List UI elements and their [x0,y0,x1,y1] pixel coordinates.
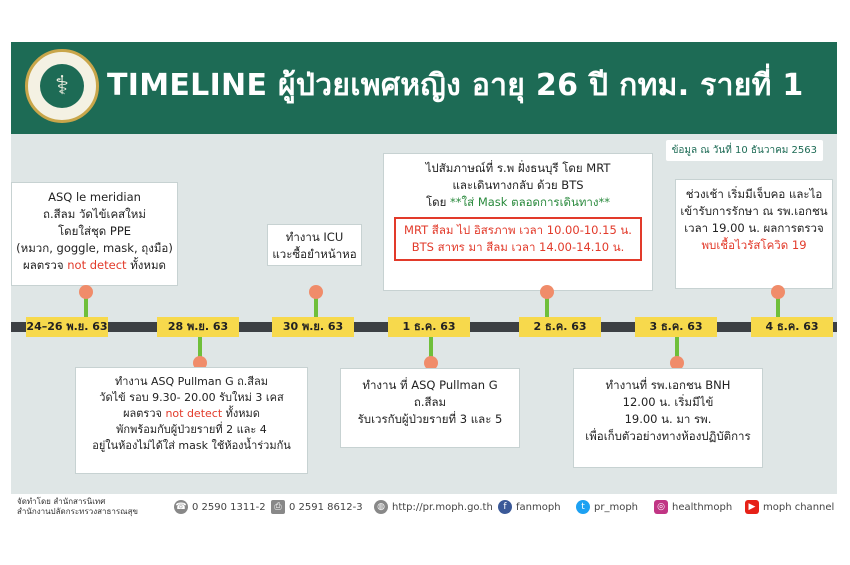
twitter-icon: t [576,500,590,514]
card-line: เข้ารับการรักษา ณ รพ.เอกชน [680,204,828,218]
phone-number: 0 2590 1311-2 [192,501,266,513]
card-line: อยู่ในห้องไม่ได้ใส่ mask ใช้ห้องน้ำร่วมกัน [92,439,291,452]
card-line: ทำงานที่ รพ.เอกชน BNH [605,378,731,392]
card-line: ไปสัมภาษณ์ที่ ร.พ ฝั่งธนบุรี โดย MRT [425,161,611,175]
card-line: 12.00 น. เริ่มมีไข้ [622,395,714,409]
facebook-icon: f [498,500,512,514]
timeline-date: 1 ธ.ค. 63 [388,317,470,337]
card-text: ทั้งหมด [126,258,167,272]
instagram-link[interactable] [654,500,732,514]
card-line: 19.00 น. มา รพ. [624,412,712,426]
card-line [16,257,173,274]
data-date-note: ข้อมูล ณ วันที่ 10 ธันวาคม 2563 [666,140,823,161]
header-bar [11,42,837,134]
timeline-date: 4 ธ.ค. 63 [751,317,833,337]
mask-note: **ใส่ Mask ตลอดการเดินทาง** [450,195,610,209]
card-line: เวลา 19.00 น. ผลการตรวจ [684,221,824,235]
caduceus-icon: ⚕ [40,64,84,108]
instagram-icon: ◎ [654,500,668,514]
fax-number: 0 2591 8612-3 [289,501,363,513]
card-line: ถ.สีลม [413,395,447,409]
card-line: รับเวรกับผู้ป่วยรายที่ 3 และ 5 [357,412,503,426]
fax-icon: ⎙ [271,500,285,514]
bts-time: BTS สาทร มา สีลม เวลา 14.00-14.10 น. [411,240,625,254]
mrt-time: MRT สีลม ไป อิสรภาพ เวลา 10.00-10.15 น. [404,223,632,237]
card-line: ถ.สีลม วัดไข้เคสใหม่ [43,207,146,221]
card-line [80,406,303,422]
youtube-channel: moph channel [763,501,835,513]
org-credit [17,497,138,517]
card-line: (หมวก, goggle, mask, ถุงมือ) [16,241,173,255]
infographic-frame [11,42,837,520]
org-line: สำนักงานปลัดกระทรวงสาธารณสุข [17,507,138,516]
instagram-handle: healthmoph [672,501,733,513]
event-card-2-dec [383,153,653,291]
timeline-date: 2 ธ.ค. 63 [519,317,601,337]
transit-times-box [394,217,642,261]
card-line: ช่วงเช้า เริ่มมีเจ็บคอ และไอ [685,187,823,201]
card-line: และเดินทางกลับ ด้วย BTS [452,178,584,192]
card-line: ASQ le meridian [48,190,141,204]
twitter-handle: pr_moph [594,501,639,513]
card-text: ผลตรวจ [22,258,68,272]
card-line: โดยใส่ชุด PPE [57,224,132,238]
card-line: แวะซื้อยำหน้าหอ [272,247,357,261]
timeline-date: 3 ธ.ค. 63 [635,317,717,337]
card-text: โดย [425,195,451,209]
connector-dot [540,285,554,299]
org-line: จัดทำโดย สำนักสารนิเทศ [17,497,106,506]
card-line: ทำงาน ICU [285,230,344,244]
card-line: เพื่อเก็บตัวอย่างทางห้องปฏิบัติการ [585,429,751,443]
twitter-link[interactable] [576,500,638,514]
result-not-detect: not detect [67,258,127,272]
timeline-date: 28 พ.ย. 63 [157,317,239,337]
website-url: http://pr.moph.go.th [392,501,493,513]
event-card-30-nov [267,224,362,266]
event-card-1-dec [340,368,520,448]
website-link[interactable] [374,500,493,514]
covid-positive-result: พบเชื้อไวรัสโควิด 19 [701,238,807,252]
card-line: ทำงาน ASQ Pullman G ถ.สีลม [115,375,268,388]
card-line: ทำงาน ที่ ASQ Pullman G [362,378,498,392]
timeline-date: 30 พ.ย. 63 [272,317,354,337]
connector-dot [771,285,785,299]
result-not-detect: not detect [165,407,223,420]
event-card-4-dec [675,179,833,289]
card-text: ทั้งหมด [222,407,260,420]
globe-icon: ◍ [374,500,388,514]
facebook-link[interactable] [498,500,561,514]
card-line [388,194,648,211]
event-card-28-nov [75,367,308,474]
timeline-date: 24–26 พ.ย. 63 [26,317,108,337]
phone-contact [174,500,266,514]
page-title: TIMELINE ผู้ป่วยเพศหญิง อายุ 26 ปี กทม. รายที่ 1 [107,68,804,103]
footer-bar [11,494,837,520]
connector-dot [309,285,323,299]
facebook-handle: fanmoph [516,501,561,513]
card-text: ผลตรวจ [123,407,166,420]
card-line: วัดไข้ รอบ 9.30- 20.00 รับใหม่ 3 เคส [99,391,284,404]
card-line: พักพร้อมกับผู้ป่วยรายที่ 2 และ 4 [116,423,267,436]
fax-contact [271,500,363,514]
connector-dot [79,285,93,299]
phone-icon: ☎ [175,502,187,512]
moph-logo [25,49,99,123]
event-card-3-dec [573,368,763,468]
youtube-icon: ▶ [745,500,759,514]
youtube-link[interactable] [745,500,834,514]
event-card-24-26-nov [11,182,178,286]
